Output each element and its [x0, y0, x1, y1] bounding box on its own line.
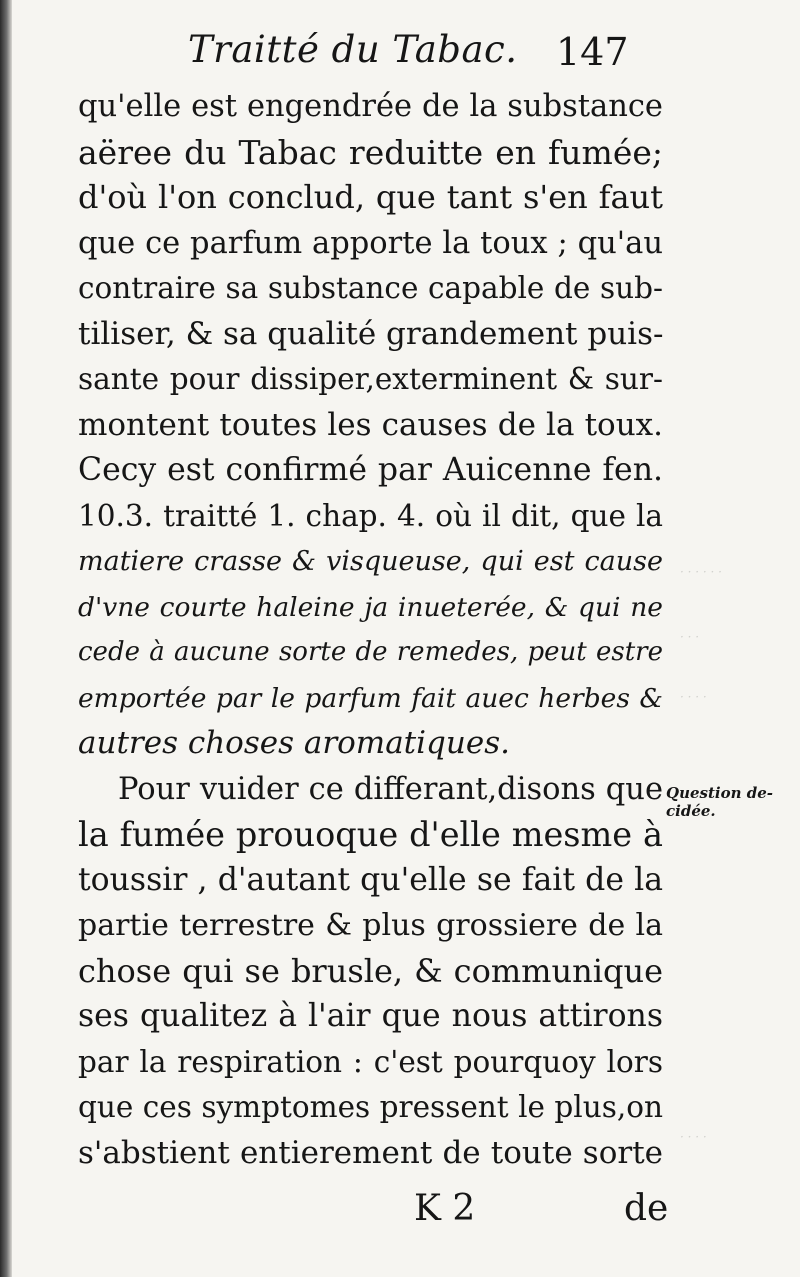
margin-note-line: cidée. — [666, 802, 716, 820]
quotation-line: matiere crasse & visqueuse, qui est cause — [78, 546, 663, 577]
margin-note — [666, 784, 796, 820]
text-line: la fumée prouoque d'elle mesme à — [78, 815, 663, 854]
text-line: que ces symptomes pressent le plus,on — [78, 1090, 663, 1124]
page-footer — [0, 1188, 800, 1248]
text-line: aëree du Tabac reduitte en fumée; — [78, 132, 663, 172]
bleed-through-mark: · · · · — [680, 690, 707, 704]
signature-mark: K 2 — [414, 1188, 476, 1229]
text-line: contraire sa substance capable de sub- — [78, 271, 663, 305]
quotation-line: emportée par le parfum fait auec herbes & — [78, 682, 663, 714]
text-line: d'où l'on conclud, que tant s'en faut — [78, 178, 663, 216]
text-line: montent toutes les causes de la toux. — [78, 406, 663, 443]
text-line: Cecy est confirmé par Auicenne fen. — [78, 452, 663, 488]
text-line: partie terrestre & plus grossiere de la — [78, 908, 663, 943]
binding-edge — [0, 0, 12, 1277]
page-number: 147 — [556, 30, 629, 74]
text-line: s'abstient entierement de toute sorte — [78, 1134, 663, 1171]
text-line: 10.3. traitté 1. chap. 4. où il dit, que la — [78, 498, 663, 533]
page-header — [0, 20, 800, 80]
bleed-through-mark: · · · — [680, 630, 700, 644]
text-line: qu'elle est engendrée de la substance — [78, 89, 663, 124]
text-line: sante pour dissiper,exterminent & sur- — [78, 362, 663, 396]
bleed-through-mark: · · · · · · — [680, 565, 722, 579]
text-line: par la respiration : c'est pourquoy lors — [78, 1044, 663, 1079]
quotation-line: d'vne courte haleine ja inueterée, & qui ne — [78, 591, 663, 623]
text-line: toussir , d'autant qu'elle se fait de la — [78, 861, 663, 898]
margin-note-line: Question de- — [666, 784, 773, 802]
quotation-line: cede à aucune sorte de remedes, peut estre — [78, 637, 663, 667]
quotation-line: autres choses aromatiques. — [78, 725, 510, 761]
text-line: ses qualitez à l'air que nous attirons — [78, 998, 663, 1034]
text-line: que ce parfum apporte la toux ; qu'au — [78, 225, 663, 261]
catchword: de — [624, 1188, 669, 1229]
bleed-through-mark: · · · · — [680, 1130, 707, 1144]
running-title: Traitté du Tabac. — [188, 28, 518, 71]
text-line: tiliser, & sa qualité grandement puis- — [78, 315, 664, 352]
paragraph-start-line: Pour vuider ce differant,disons que — [118, 771, 663, 807]
body-text — [78, 84, 663, 1176]
text-line: chose qui se brusle, & communique — [78, 951, 663, 990]
